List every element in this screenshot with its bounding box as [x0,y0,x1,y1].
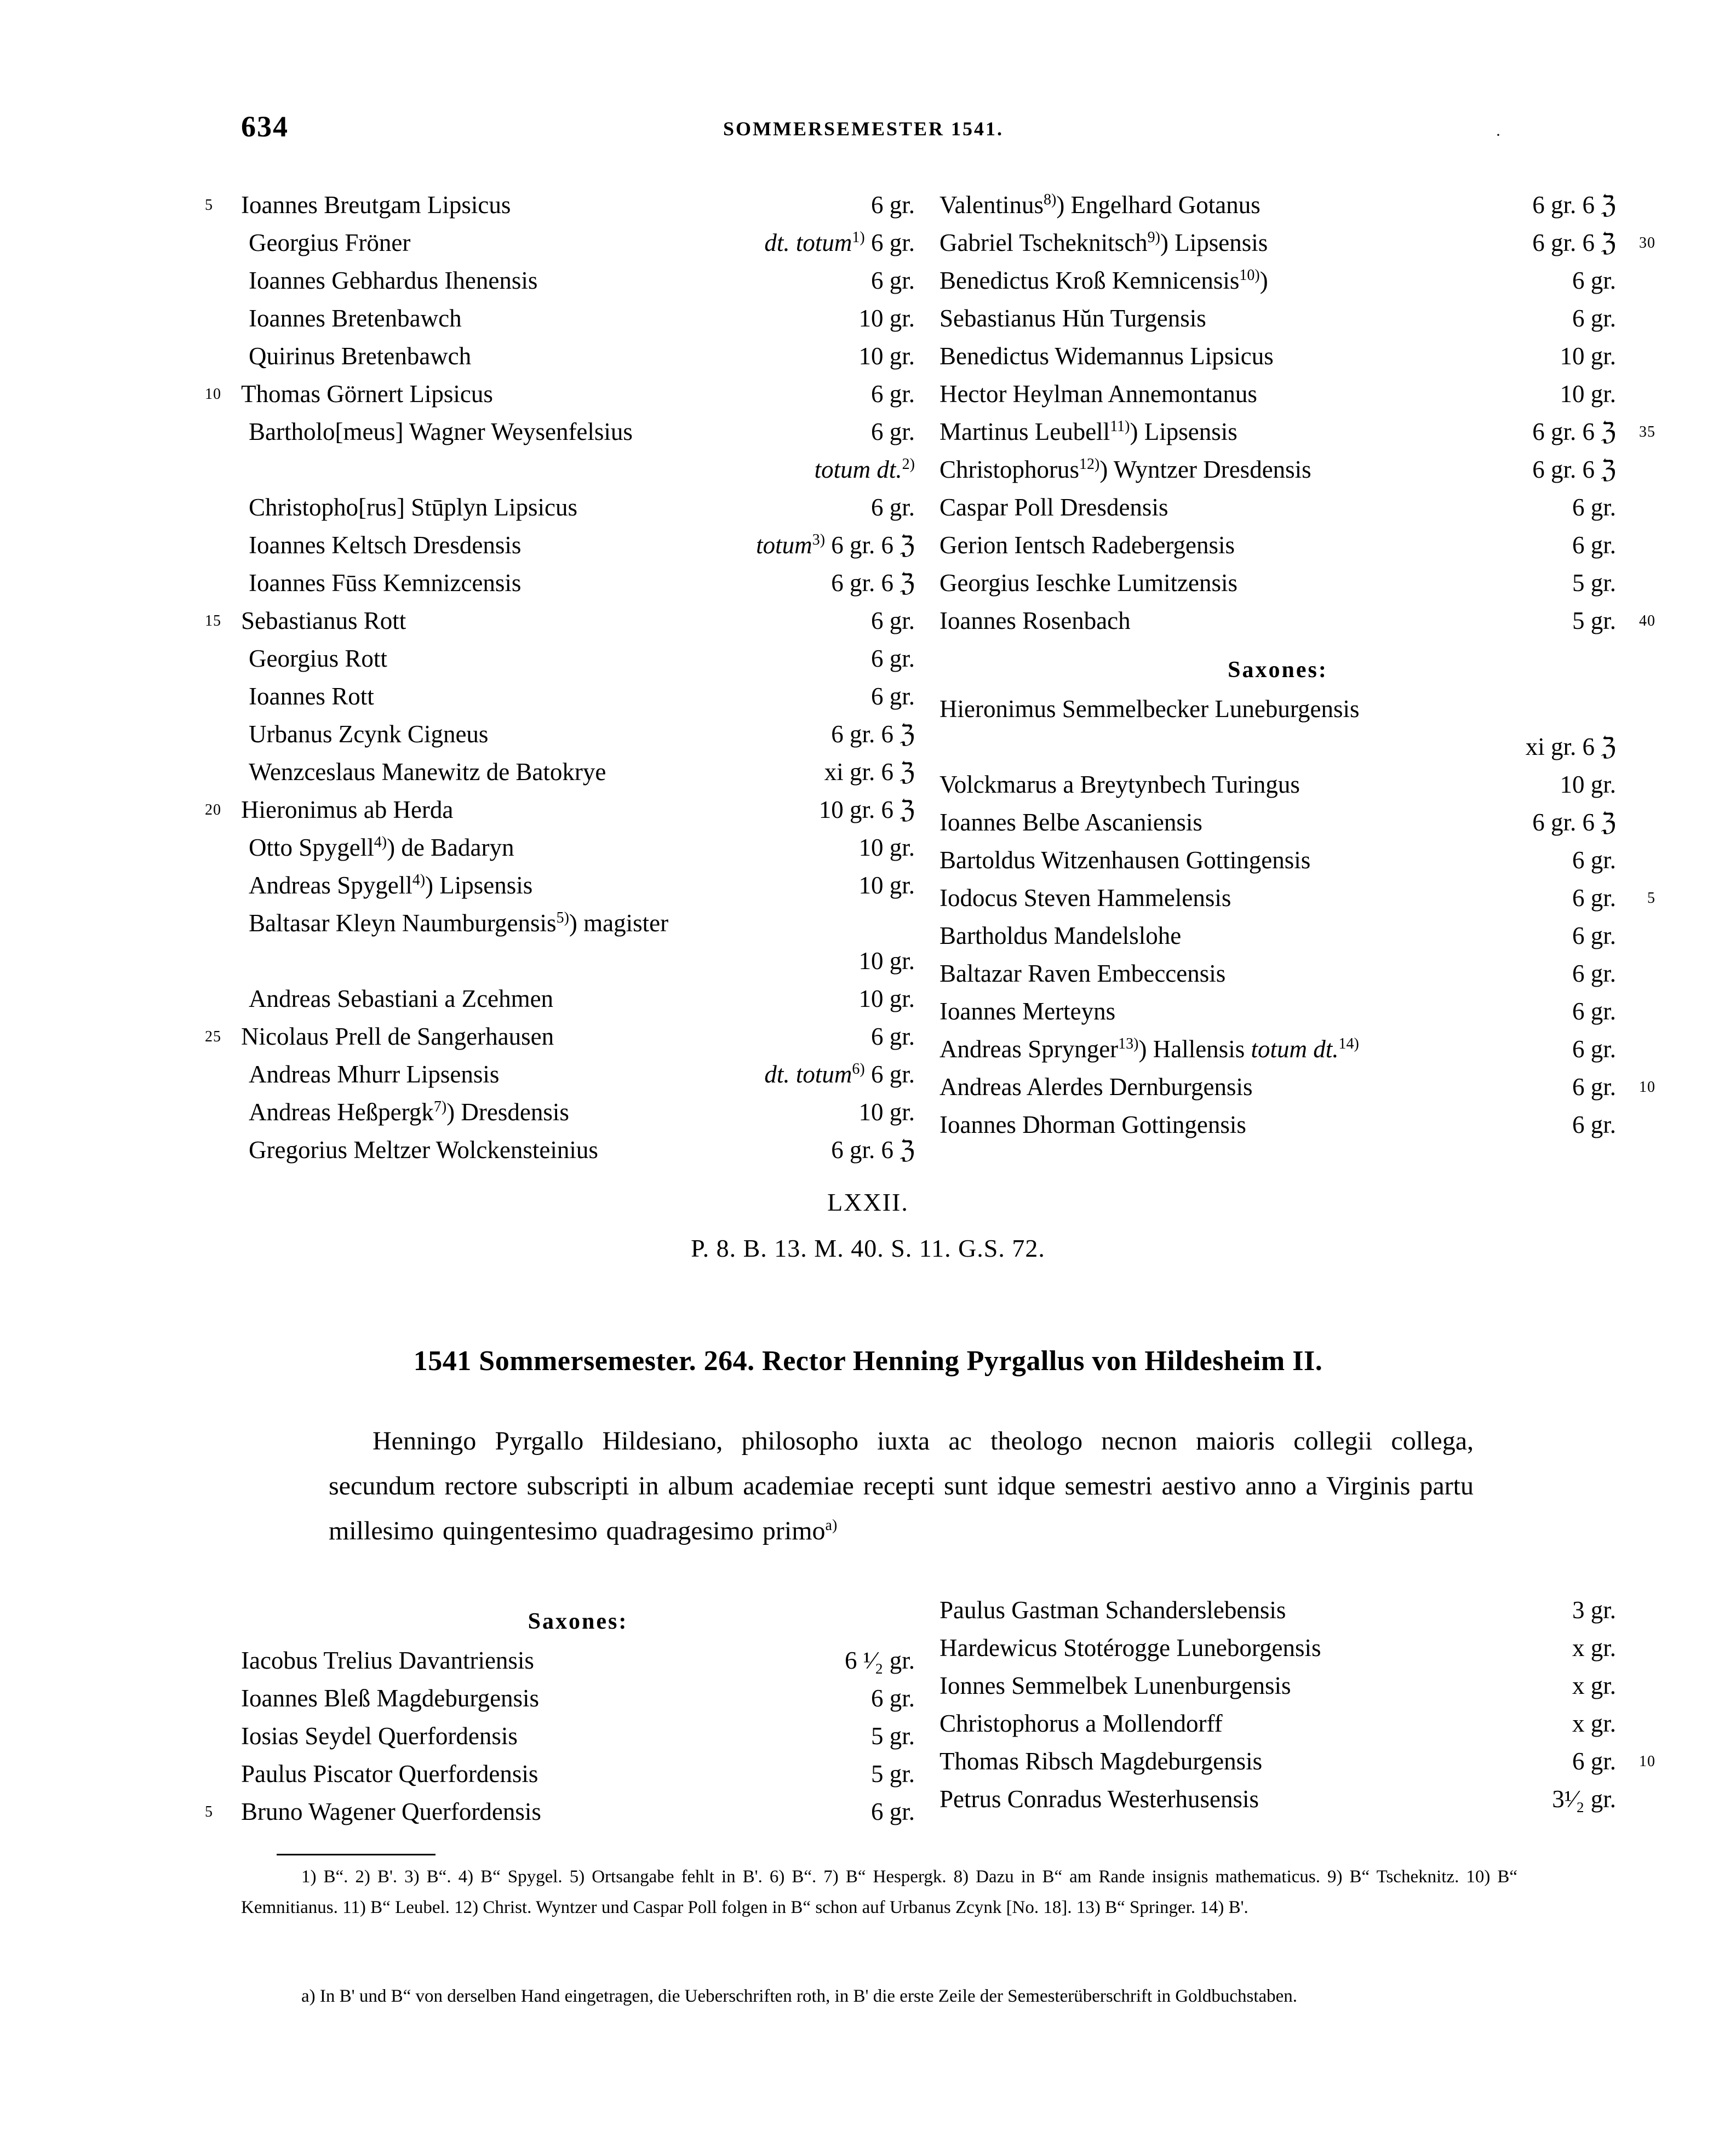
entry-name: Paulus Piscator Querfordensis [241,1760,538,1788]
entry-amount: 10 gr. [858,947,915,975]
entry-amount: 6 gr. [1572,267,1616,294]
entry-amount: 6 gr. [870,683,915,710]
entry-name-tail: ) de Badaryn [387,834,514,861]
entry-name: Georgius Fröner [249,229,411,256]
entry-amount: 6 gr. [1572,922,1616,949]
footnotes-numbered [241,1861,1517,1923]
entry-amount: 6 gr. [1572,1748,1616,1775]
entry-name: Iosias Seydel Querfordensis [241,1722,518,1750]
register-entry [241,1680,915,1717]
entry-name: Gerion Ientsch Radebergensis [939,531,1235,559]
entry-amount [756,526,915,564]
entry-name-text: Andreas Spygell [249,872,412,899]
register-entry [241,337,915,375]
register-entry [241,829,915,867]
register-entry [241,1093,915,1131]
register-entry [939,1068,1655,1106]
saxones-heading: Saxones: [1228,657,1328,683]
entry-name: Petrus Conradus Westerhusensis [939,1785,1259,1813]
register-entry [241,262,915,300]
entry-name: Bartholdus Mandelslohe [939,922,1182,949]
footnote-ref: 13) [1118,1035,1139,1052]
line-number: 10 [1639,1753,1655,1770]
register-entry [939,337,1616,375]
entry-name [249,867,532,904]
entry-name-tail: ) Hallensis [1138,1035,1245,1063]
footnote-ref: 5) [556,909,569,926]
entry-name-tail: ) [1259,267,1268,294]
footnote-ref: 9) [1147,229,1160,246]
register-entry [241,1755,915,1793]
register-entry [939,1106,1616,1144]
entry-name-tail: ) magister [569,909,669,937]
register-entry [241,1717,915,1755]
line-number: 5 [205,197,213,214]
entry-name: Bartoldus Witzenhausen Gottingensis [939,846,1311,874]
register-entry [205,375,915,413]
entry-amount: 6 gr. 6 ℨ [1532,456,1616,483]
entry-name-text: Baltasar Kleyn Naumburgensis [249,909,557,937]
entry-note: totum [756,531,812,559]
entry-name: Benedictus Widemannus Lipsicus [939,342,1274,370]
entry-name: Nicolaus Prell de Sangerhausen [241,1023,554,1050]
entry-name [939,413,1237,451]
entry-name: Ioannes Gebhardus Ihenensis [249,267,538,294]
register-entry [939,1667,1616,1705]
entry-name-text: Benedictus Kroß Kemnicensis [939,267,1240,294]
register-entry [939,955,1616,993]
entry-name: Andreas Alerdes Dernburgensis [939,1073,1253,1101]
entry-name: Hardewicus Stotérogge Luneborgensis [939,1634,1321,1662]
entry-amount: 5 gr. [870,1760,915,1788]
entry-name: Ioannes Rosenbach [939,607,1131,634]
entry-amount: 6 gr. [870,1685,915,1712]
entry-amount: 6 gr. [1572,531,1616,559]
entry-amount: 6 gr. [870,380,915,408]
entry-name-text: Christophorus [939,456,1080,483]
register-entry [939,262,1616,300]
entry-amount-value: 6 gr. 6 ℨ [831,531,915,559]
rector-paragraph-text: Henningo Pyrgallo Hildesiano, philosopho iuxta ac theologo necnon maioris collegii collega, secundum rectore subscripti in album academiae recepti sunt idque semestri aestivo anno a Virginis partu millesimo quingentesimo quadragesimo primo [329,1427,1474,1545]
footnote-ref: 8) [1043,191,1057,208]
entry-name: Ioannes Dhorman Gottingensis [939,1111,1246,1138]
entry-amount: 6 gr. [1572,494,1616,521]
line-number: 25 [205,1028,221,1045]
register-entry [939,804,1616,841]
entry-name-tail: ) Lipsensis [425,872,533,899]
entry-name-tail: ) Lipsensis [1130,418,1237,445]
footnote-ref: 2) [902,456,915,473]
entry-amount: 6 gr. 6 ℨ [831,1136,915,1164]
entry-name: Iodocus Steven Hammelensis [939,884,1231,912]
register-entry [241,564,915,602]
entry-amount: 6 gr. [1572,998,1616,1025]
entry-name: Hector Heylman Annemontanus [939,380,1257,408]
entry-name: Paulus Gastman Schanderslebensis [939,1596,1286,1624]
entry-name-text: Gabriel Tscheknitsch [939,229,1148,256]
entry-amount: 6 gr. [870,1798,915,1825]
footnote-lettered [241,1980,1517,2012]
register-entry [939,526,1616,564]
line-number: 40 [1639,612,1655,629]
entry-name: Ioannes Merteyns [939,998,1116,1025]
entry-amount: 10 gr. [858,342,915,370]
register-entry [205,1018,915,1056]
register-entry [939,1030,1616,1068]
entry-name: Georgius Rott [249,645,387,672]
entry-amount: 3¹⁄₂ gr. [1552,1785,1616,1813]
entry-amount: 6 gr. 6 ℨ [1532,809,1616,836]
register-entry [939,1780,1616,1818]
line-number: 30 [1639,234,1655,251]
line-number: 10 [205,386,221,403]
register-entry [939,375,1616,413]
entry-amount: x gr. [1572,1672,1616,1699]
entry-amount: 10 gr. [858,305,915,332]
corner-mark: · [1496,126,1501,144]
lower-left-column [205,1591,915,1831]
entry-amount: 6 gr. [1572,1111,1616,1138]
entry-name: Quirinus Bretenbawch [249,342,472,370]
register-entry [939,300,1616,337]
entry-name-text: Martinus Leubell [939,418,1110,445]
entry-name: Bruno Wagener Querfordensis [241,1798,541,1825]
register-entry [205,186,915,224]
entry-name-tail: ) Dresdensis [446,1098,569,1126]
register-entry [939,489,1616,526]
register-entry [939,917,1616,955]
entry-amount: 10 gr. 6 ℨ [818,796,915,823]
register-entry [205,602,915,640]
register-entry [939,1591,1616,1629]
entry-amount: 5 gr. [1572,607,1616,634]
entry-name: Sebastianus Hŭn Turgensis [939,305,1206,332]
entry-amount [764,1056,915,1093]
register-entry [241,1131,915,1169]
entry-amount: 6 gr. [870,607,915,634]
entry-name: Baltazar Raven Embeccensis [939,960,1226,987]
footnote-ref: 10) [1239,267,1260,284]
line-number: 10 [1639,1079,1655,1096]
entry-amount: 6 gr. 6 ℨ [1532,418,1616,445]
entry-name: Caspar Poll Dresdensis [939,494,1168,521]
entry-amount: 6 gr. 6 ℨ [831,720,915,748]
running-head [241,110,1496,142]
footnote-ref: 14) [1338,1035,1359,1052]
register-entry [939,766,1616,804]
entry-note: totum dt. [814,456,902,483]
entry-name: Ioannes Breutgam Lipsicus [241,191,511,219]
entry-amount: 6 ¹⁄₂ gr. [845,1647,915,1674]
register-entry [205,1793,915,1831]
register-entry [241,224,915,262]
entry-amount: 6 gr. [870,191,915,219]
register-entry [241,1642,915,1680]
footnote-ref: 6) [852,1061,865,1078]
register-entry [241,413,915,451]
entry-name [939,224,1268,262]
entry-amount: 10 gr. [1560,380,1616,408]
totals-line: P. 8. B. 13. M. 40. S. 11. G.S. 72. [691,1234,1045,1262]
footnote-ref: 4) [374,834,387,851]
footnote-ref: 11) [1110,418,1130,435]
footnote-ref: 1) [852,229,865,246]
register-entry [241,980,915,1018]
entry-name: Andreas Sebastiani a Zcehmen [249,985,554,1012]
entry-name [249,829,514,867]
entry-name: Thomas Ribsch Magdeburgensis [939,1748,1263,1775]
entry-amount: 10 gr. [1560,342,1616,370]
entry-name [939,451,1311,489]
entry-name-text: Otto Spygell [249,834,374,861]
entry-note: dt. totum [764,229,852,256]
entry-name: Ionnes Semmelbek Lunenburgensis [939,1672,1291,1699]
register-entry [241,904,915,942]
upper-left-column [205,186,915,1169]
entry-name [939,262,1268,300]
register-entry [241,715,915,753]
entry-name-text: Andreas Sprynger [939,1035,1119,1063]
register-entry [241,640,915,678]
register-entry [205,791,915,829]
entry-name: Iacobus Trelius Davantriensis [241,1647,534,1674]
rector-paragraph [329,1419,1474,1554]
entry-amount: 10 gr. [858,834,915,861]
footnote-ref: 7) [433,1098,447,1115]
register-entry [939,841,1616,879]
entry-name: Ioannes Keltsch Dresdensis [249,531,522,559]
entry-name: Christopho[rus] Stūplyn Lipsicus [249,494,578,521]
entry-amount: 6 gr. [870,1023,915,1050]
entry-name-text: Andreas Heßpergk [249,1098,434,1126]
register-entry [939,602,1655,640]
register-entry-continuation [241,451,915,489]
entry-name: Ioannes Bretenbawch [249,305,462,332]
register-entry [939,224,1655,262]
register-entry [939,690,1616,728]
register-entry [939,1705,1616,1743]
footnote-divider [277,1854,436,1855]
entry-amount: 6 gr. [870,418,915,445]
entry-amount: 5 gr. [1572,569,1616,597]
entry-note: dt. totum [764,1061,852,1088]
entry-amount: 5 gr. [870,1722,915,1750]
entry-name: Thomas Görnert Lipsicus [241,380,493,408]
entry-amount: x gr. [1572,1634,1616,1662]
line-number: 35 [1639,423,1655,440]
entry-amount [815,451,915,489]
entry-name-tail: ) Wyntzer Dresdensis [1099,456,1311,483]
entry-amount: 6 gr. [1572,1035,1616,1063]
upper-right-column [939,186,1655,1144]
footnotes-numbered-text: 1) B“. 2) B'. 3) B“. 4) B“ Spygel. 5) Ortsangabe fehlt in B'. 6) B“. 7) B“ Hespergk. 8) Dazu in B“ am Rande insignis mathematicus. 9) B“ Tscheknitz. 10) B“ Kemnitianus. 11) B“ Leubel. 12) Christ. Wyntzer und Caspar Poll folgen in B“ schon auf Urbanus Zcynk [No. 18]. 13) B“ Springer. 14) B'. [241,1867,1517,1917]
entry-amount: 6 gr. [870,494,915,521]
entry-name: Hieronimus Semmelbecker Luneburgensis [939,695,1360,723]
entry-amount: 6 gr. [1572,1073,1616,1101]
entry-amount: xi gr. 6 ℨ [1525,733,1616,760]
register-entry [241,1056,915,1093]
register-entry [939,186,1616,224]
section-number: LXXII. [827,1188,909,1216]
entry-amount: 6 gr. [1572,305,1616,332]
entry-amount: 10 gr. [858,1098,915,1126]
entry-amount: 6 gr. 6 ℨ [1532,191,1616,219]
entry-name: Volckmarus a Breytynbech Turingus [939,771,1300,798]
register-entry-continuation [241,942,915,980]
entry-amount: 6 gr. [1572,884,1616,912]
entry-name: Ioannes Fūss Kemnizcensis [249,569,522,597]
saxones-heading: Saxones: [528,1609,628,1634]
rector-heading: 1541 Sommersemester. 264. Rector Henning Pyrgallus von Hildesheim II. [413,1345,1323,1377]
entry-amount: 10 gr. [1560,771,1616,798]
entry-name: Hieronimus ab Herda [241,796,454,823]
entry-name-tail: ) Lipsensis [1160,229,1268,256]
entry-name: Gregorius Meltzer Wolckensteinius [249,1136,598,1164]
footnote-ref: 12) [1079,456,1100,473]
entry-name: Sebastianus Rott [241,607,406,634]
entry-amount: 10 gr. [858,985,915,1012]
register-entry [939,993,1616,1030]
entry-name: Ioannes Belbe Ascaniensis [939,809,1202,836]
register-entry [939,413,1655,451]
entry-name: Ioannes Rott [249,683,374,710]
entry-name-tail: ) Engelhard Gotanus [1056,191,1261,219]
entry-name: Wenzceslaus Manewitz de Batokrye [249,758,606,786]
folio-number: 634 [241,110,289,143]
entry-name: Ioannes Bleß Magdeburgensis [241,1685,540,1712]
register-entry [241,489,915,526]
register-entry [241,526,915,564]
register-entry [939,879,1655,917]
entry-name [939,186,1261,224]
register-entry [241,753,915,791]
register-entry [939,451,1616,489]
line-number: 20 [205,801,221,818]
entry-amount: 6 gr. [870,645,915,672]
register-entry [939,1743,1655,1780]
register-entry [939,564,1616,602]
entry-name: Georgius Ieschke Lumitzensis [939,569,1238,597]
line-number: 5 [1647,890,1655,907]
entry-amount-value: 6 gr. [870,229,915,256]
line-number: 5 [205,1803,213,1820]
entry-amount [764,224,915,262]
entry-amount: 6 gr. [1572,960,1616,987]
entry-name [939,1030,1359,1068]
entry-amount: 6 gr. 6 ℨ [1532,229,1616,256]
entry-name: Urbanus Zcynk Cigneus [249,720,489,748]
register-entry [241,867,915,904]
footnote-lettered-text: a) In B' und B“ von derselben Hand eingetragen, die Ueberschriften roth, in B' die erste Zeile der Semesterüberschrift in Goldbuchstaben. [301,1986,1298,2006]
register-entry [241,678,915,715]
footnote-ref: a) [825,1517,838,1534]
entry-name [249,1093,569,1131]
entry-amount: xi gr. 6 ℨ [824,758,915,786]
register-entry [241,300,915,337]
entry-note: totum dt. [1251,1035,1339,1063]
entry-name: Andreas Mhurr Lipsensis [249,1061,500,1088]
entry-name: Bartholo[meus] Wagner Weysenfelsius [249,418,633,445]
running-title: SOMMERSEMESTER 1541. [723,118,1004,140]
entry-amount: 10 gr. [858,872,915,899]
entry-amount: 6 gr. [870,267,915,294]
register-entry [939,1629,1616,1667]
entry-amount-value: 6 gr. [870,1061,915,1088]
entry-amount: 6 gr. 6 ℨ [831,569,915,597]
entry-name [249,904,668,942]
lower-right-column [939,1591,1655,1818]
footnote-ref: 3) [812,531,826,548]
entry-name: Christophorus a Mollendorff [939,1710,1223,1737]
line-number: 15 [205,612,221,629]
entry-amount: 6 gr. [1572,846,1616,874]
entry-amount: x gr. [1572,1710,1616,1737]
register-entry-continuation [939,728,1616,766]
entry-amount: 3 gr. [1572,1596,1616,1624]
footnote-ref: 4) [412,872,426,889]
entry-name-text: Valentinus [939,191,1044,219]
